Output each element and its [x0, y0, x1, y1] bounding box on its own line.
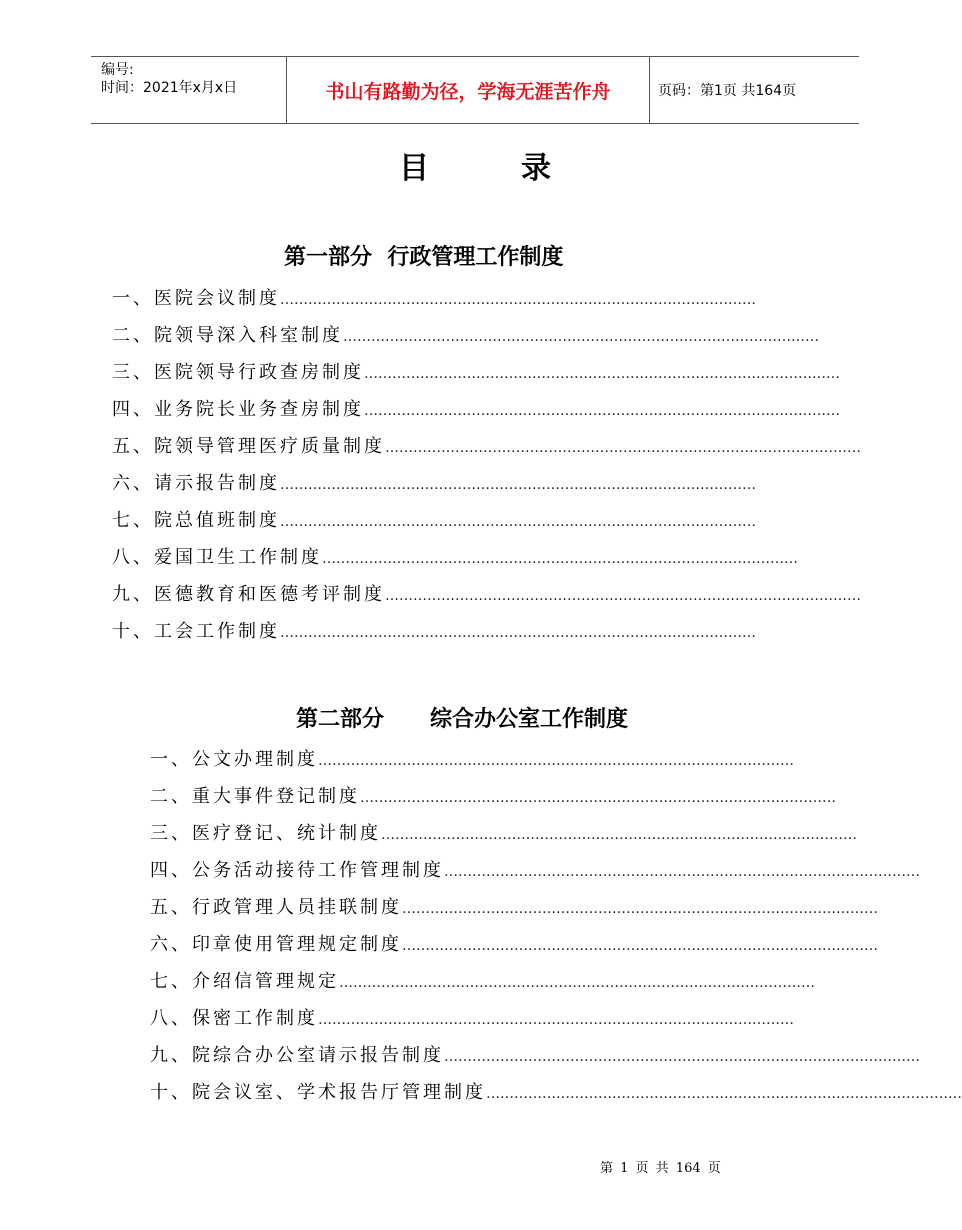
toc-leader-dots: …………………………………………………………………………………………: [385, 440, 861, 456]
document-time-label: 时间：2021年x月x日: [101, 80, 238, 96]
page-footer: 第 1 页 共 164 页: [600, 1161, 721, 1176]
toc-item-label: 三、医院领导行政查房制度: [112, 362, 364, 383]
toc-item-label: 五、行政管理人员挂联制度: [150, 897, 402, 918]
toc-item-label: 二、院领导深入科室制度: [112, 325, 343, 346]
toc-item[interactable]: [150, 967, 815, 993]
toc-item[interactable]: [112, 432, 861, 458]
toc-item[interactable]: [112, 543, 798, 569]
toc-item-label: 十、工会工作制度: [112, 621, 280, 642]
toc-item[interactable]: [150, 782, 836, 808]
toc-item[interactable]: [112, 395, 840, 421]
toc-item[interactable]: [112, 321, 819, 347]
page-header: [91, 56, 859, 124]
toc-item-label: 二、重大事件登记制度: [150, 786, 360, 807]
page-title: 目录: [399, 151, 643, 186]
toc-item-label: 六、请示报告制度: [112, 473, 280, 494]
toc-item-label: 八、保密工作制度: [150, 1008, 318, 1029]
toc-leader-dots: …………………………………………………………………………………………: [402, 938, 878, 954]
toc-item-label: 九、院综合办公室请示报告制度: [150, 1045, 444, 1066]
toc-leader-dots: …………………………………………………………………………………………: [486, 1086, 962, 1102]
toc-item-label: 五、院领导管理医疗质量制度: [112, 436, 385, 457]
toc-leader-dots: …………………………………………………………………………………………: [322, 551, 798, 567]
toc-item[interactable]: [150, 930, 878, 956]
toc-leader-dots: …………………………………………………………………………………………: [364, 366, 840, 382]
toc-item[interactable]: [150, 856, 920, 882]
toc-leader-dots: …………………………………………………………………………………………: [318, 1012, 794, 1028]
toc-item[interactable]: [112, 284, 760, 310]
toc-item-label: 十、院会议室、学术报告厅管理制度: [150, 1082, 486, 1103]
toc-leader-dots: …………………………………………………………………………………………: [280, 625, 756, 641]
toc-item[interactable]: [150, 745, 800, 771]
toc-leader-dots: …………………………………………………………………………………………: [343, 329, 819, 345]
toc-item[interactable]: [112, 469, 760, 495]
toc-leader-dots: …………………………………………………………………………………………: [280, 514, 756, 530]
toc-item-label: 六、印章使用管理规定制度: [150, 934, 402, 955]
toc-leader-dots: …………………………………………………………………………………………: [444, 1049, 920, 1065]
toc-item-label: 七、介绍信管理规定: [150, 971, 339, 992]
toc-leader-dots: …………………………………………………………………………………………: [381, 827, 857, 843]
toc-item[interactable]: [150, 819, 857, 845]
toc-item-label: 一、公文办理制度: [150, 749, 318, 770]
toc-leader-dots: …………………………………………………………………………………………: [444, 864, 920, 880]
header-page-info: 页码：第1页 共164页: [658, 83, 797, 99]
toc-item-label: 四、业务院长业务查房制度: [112, 399, 364, 420]
toc-item-label: 八、爱国卫生工作制度: [112, 547, 322, 568]
toc-item-label: 七、院总值班制度: [112, 510, 280, 531]
toc-item[interactable]: [112, 358, 840, 384]
toc-leader-dots: …………………………………………………………………………………………: [402, 901, 878, 917]
toc-leader-dots: …………………………………………………………………………………………: [360, 790, 836, 806]
toc-item[interactable]: [150, 893, 878, 919]
toc-leader-dots: …………………………………………………………………………………………: [364, 403, 840, 419]
toc-item[interactable]: [112, 617, 760, 643]
toc-leader-dots: …………………………………………………………………………………………: [280, 292, 756, 308]
header-motto: 书山有路勤为径，学海无涯苦作舟: [286, 57, 650, 123]
toc-item-label: 一、医院会议制度: [112, 288, 280, 309]
toc-item-label: 四、公务活动接待工作管理制度: [150, 860, 444, 881]
header-left-cell: [101, 61, 237, 97]
toc-item[interactable]: [150, 1078, 962, 1104]
toc-leader-dots: …………………………………………………………………………………………: [339, 975, 815, 991]
toc-item[interactable]: [112, 506, 760, 532]
toc-item-label: 三、医疗登记、统计制度: [150, 823, 381, 844]
toc-leader-dots: …………………………………………………………………………………………: [385, 588, 861, 604]
toc-leader-dots: …………………………………………………………………………………………: [280, 477, 756, 493]
toc-item[interactable]: [112, 580, 861, 606]
toc-item[interactable]: [150, 1041, 920, 1067]
toc-leader-dots: …………………………………………………………………………………………: [318, 753, 794, 769]
part1-title: 第一部分 行政管理工作制度: [284, 244, 564, 270]
toc-item-label: 九、医德教育和医德考评制度: [112, 584, 385, 605]
toc-item[interactable]: [150, 1004, 800, 1030]
document-number-label: 编号:: [101, 62, 134, 78]
part2-title: 第二部分 综合办公室工作制度: [296, 706, 628, 732]
